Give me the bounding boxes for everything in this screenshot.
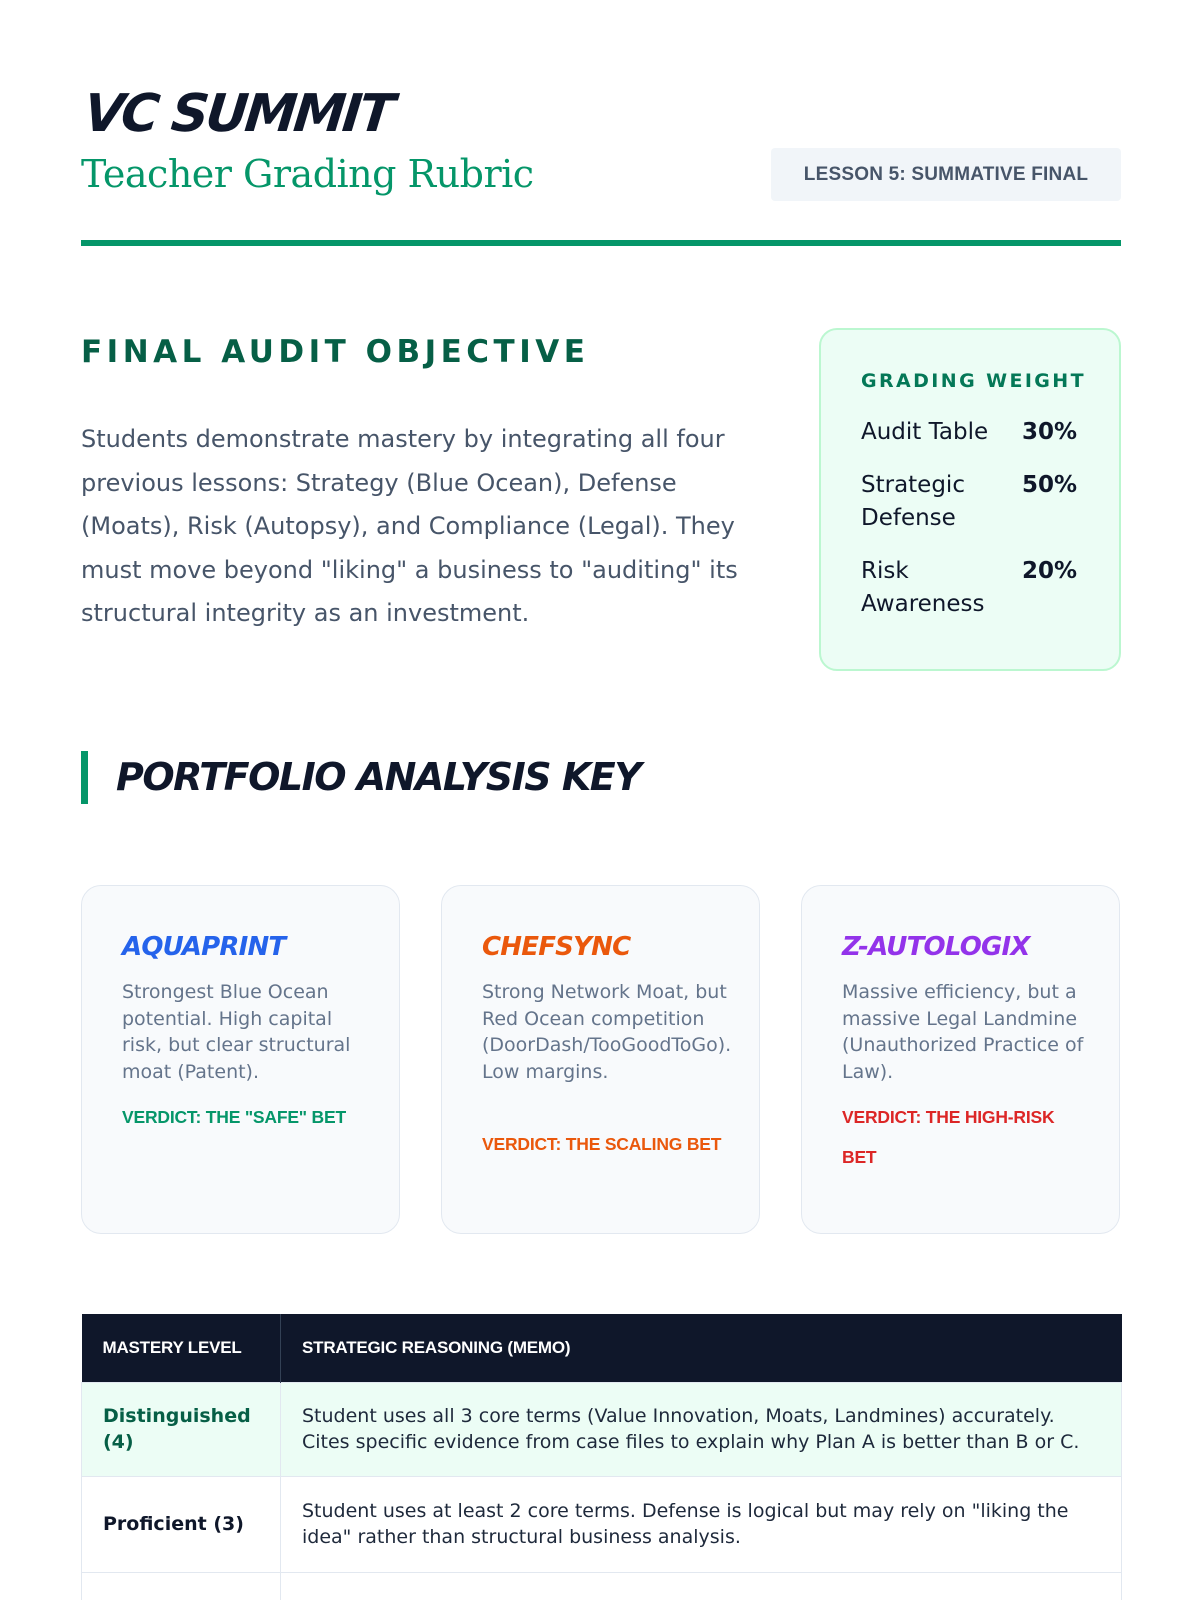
section-accent-bar bbox=[81, 751, 88, 804]
mastery-level-cell bbox=[82, 1572, 281, 1600]
grading-weight-title: GRADING WEIGHT bbox=[861, 370, 1086, 392]
column-header-strategic-reasoning: STRATEGIC REASONING (MEMO) bbox=[281, 1314, 1122, 1382]
table-row bbox=[82, 1572, 1122, 1600]
weight-label-strategic-defense: Strategic Defense bbox=[861, 472, 965, 531]
weight-value-audit-table: 30% bbox=[1022, 419, 1078, 445]
header-divider bbox=[81, 240, 1121, 246]
reasoning-cell: Student uses at least 2 core terms. Defense is logical but may rely on "liking the idea" rather than structural business analysis. bbox=[281, 1476, 1122, 1572]
reasoning-cell bbox=[281, 1572, 1122, 1600]
table-row bbox=[82, 1382, 1122, 1476]
table-header-row bbox=[82, 1314, 1122, 1382]
portfolio-card-chefsync bbox=[441, 885, 760, 1234]
card-description: Massive efficiency, but a massive Legal Landmine (Unauthorized Practice of Law). bbox=[842, 981, 1084, 1084]
reasoning-cell: Student uses all 3 core terms (Value Innovation, Moats, Landmines) accurately. Cites specific evidence from case files to explain why Plan A is better than B or C. bbox=[281, 1382, 1122, 1476]
card-title: AQUAPRINT bbox=[122, 932, 286, 962]
card-description: Strongest Blue Ocean potential. High capital risk, but clear structural moat (Patent). bbox=[122, 981, 351, 1084]
lesson-badge: LESSON 5: SUMMATIVE FINAL bbox=[771, 148, 1121, 201]
mastery-level-cell: Distinguished (4) bbox=[82, 1382, 281, 1476]
page-subtitle: Teacher Grading Rubric bbox=[81, 152, 534, 196]
brand-logo-text: VC SUMMIT bbox=[80, 84, 395, 144]
portfolio-card-aquaprint bbox=[81, 885, 400, 1234]
card-verdict: VERDICT: THE "SAFE" BET bbox=[122, 1107, 346, 1127]
table-row bbox=[82, 1476, 1122, 1572]
portfolio-heading: PORTFOLIO ANALYSIS KEY bbox=[116, 755, 641, 799]
card-description: Strong Network Moat, but Red Ocean competition (DoorDash/TooGoodToGo). Low margins. bbox=[482, 981, 732, 1084]
card-verdict: VERDICT: THE SCALING BET bbox=[482, 1134, 722, 1154]
portfolio-card-z-autologix bbox=[801, 885, 1120, 1234]
objective-heading: FINAL AUDIT OBJECTIVE bbox=[81, 334, 590, 370]
mastery-rubric-table bbox=[81, 1314, 1122, 1600]
weight-value-risk-awareness: 20% bbox=[1022, 558, 1078, 584]
weight-label-audit-table: Audit Table bbox=[861, 419, 989, 445]
grading-weight-panel bbox=[819, 328, 1121, 671]
card-verdict: VERDICT: THE HIGH-RISK BET bbox=[842, 1107, 1055, 1167]
card-title: Z-AUTOLOGIX bbox=[842, 932, 1030, 962]
objective-text: Students demonstrate mastery by integrating all four previous lessons: Strategy (Blue Ocean), Defense (Moats), Risk (Autopsy), and Compliance (Legal). They must move beyond "liking" a business to "auditing" its structural integrity as an investment. bbox=[81, 425, 738, 627]
mastery-level-cell: Proficient (3) bbox=[82, 1476, 281, 1572]
column-header-mastery-level: MASTERY LEVEL bbox=[82, 1314, 281, 1382]
weight-label-risk-awareness: Risk Awareness bbox=[861, 558, 985, 617]
card-title: CHEFSYNC bbox=[482, 932, 631, 962]
weight-value-strategic-defense: 50% bbox=[1022, 472, 1078, 498]
